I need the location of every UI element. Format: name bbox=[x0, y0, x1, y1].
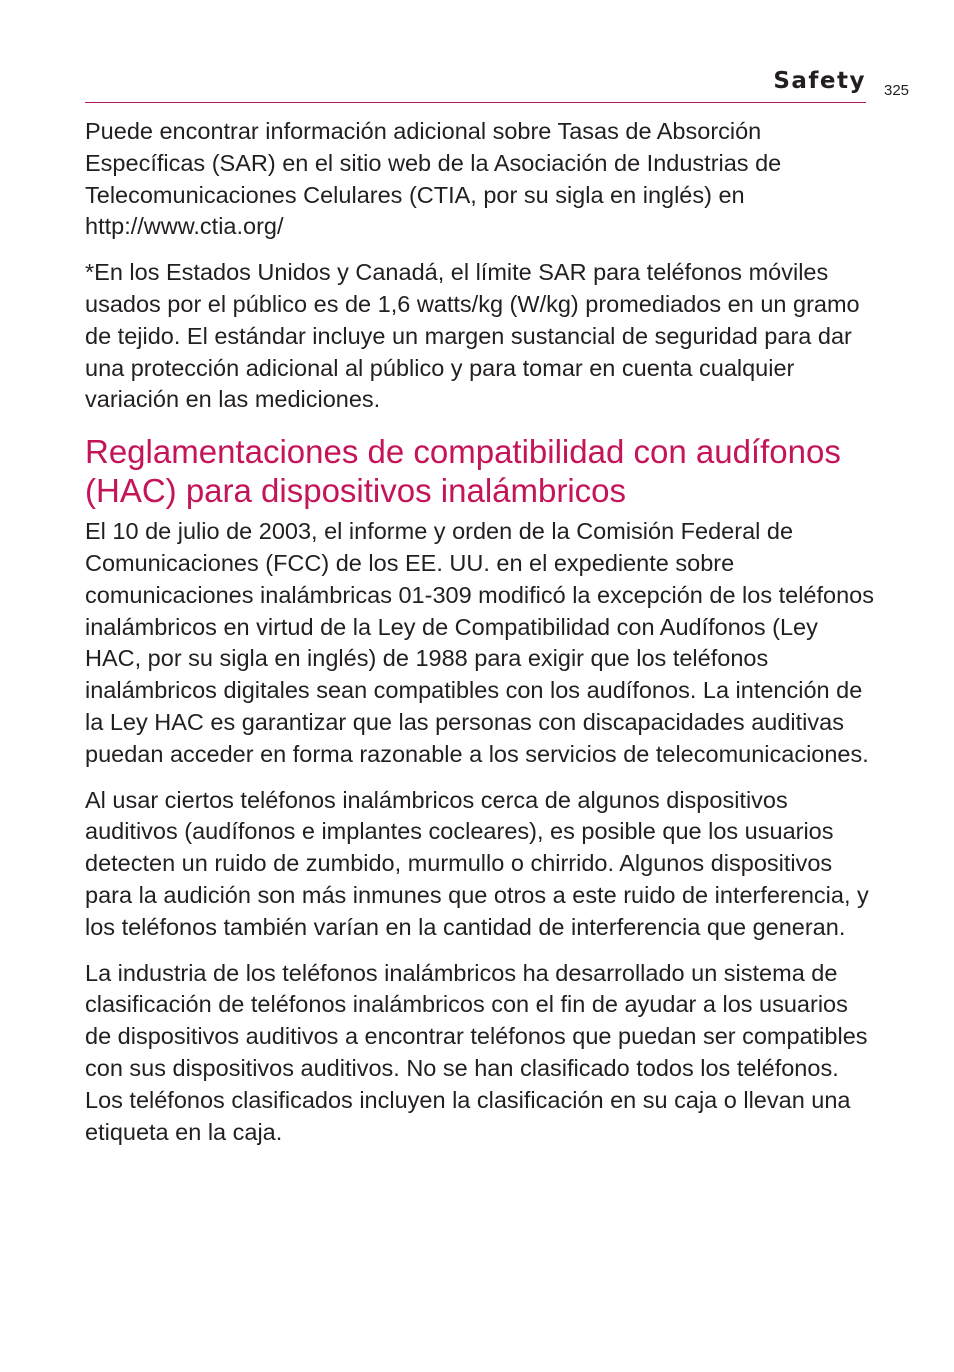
page-number: 325 bbox=[884, 82, 910, 99]
intro-paragraph-sar-info: Puede encontrar información adicional sobre Tasas de Absorción Específicas (SAR) en el sitio web de la Asociación de Industrias de Telecomunicaciones Celulares (CTIA, por su sigla en inglés) en http://www.ctia.org/ bbox=[85, 118, 782, 240]
intro-paragraph-sar-limit: *En los Estados Unidos y Canadá, el límite SAR para teléfonos móviles usados por el público es de 1,6 watts/kg (W/kg) promediados en un gramo de tejido. El estándar incluye un margen sustancial de seguridad para dar una protección adicional al público y para tomar en cuenta cualquier variación en las mediciones. bbox=[85, 259, 860, 413]
section-title: Safety bbox=[773, 68, 866, 94]
section-paragraph-fcc: El 10 de julio de 2003, el informe y orden de la Comisión Federal de Comunicaciones (FCC) de los EE. UU. en el expediente sobre comunicaciones inalámbricas 01-309 modificó la excepción de los teléfonos inalámbricos en virtud de la Ley de Compatibilidad con Audífonos (Ley HAC, por su sigla en inglés) de 1988 para exigir que los teléfonos inalámbricos digitales sean compatibles con los audífonos. La intención de la Ley HAC es garantizar que las personas con discapacidades auditivas puedan acceder en forma razonable a los servicios de telecomunicaciones. bbox=[85, 518, 874, 767]
section-heading: Reglamentaciones de compatibilidad con audífonos (HAC) para dispositivos inalámbricos bbox=[85, 433, 841, 510]
section-paragraph-rating-system: La industria de los teléfonos inalámbricos ha desarrollado un sistema de clasificación de teléfonos inalámbricos con el fin de ayudar a los usuarios de dispositivos auditivos a encontrar teléfonos que puedan ser compatibles con sus dispositivos auditivos. No se han clasificado todos los teléfonos. Los teléfonos clasificados incluyen la clasificación en su caja o llevan una etiqueta en la caja. bbox=[85, 959, 868, 1145]
section-paragraph-interference: Al usar ciertos teléfonos inalámbricos cerca de algunos dispositivos auditivos (audífonos e implantes cocleares), es posible que los usuarios detecten un ruido de zumbido, murmullo o chirrido. Algunos dispositivos para la audición son más inmunes que otros a este ruido de interferencia, y los teléfonos también varían en la cantidad de interferencia que generan. bbox=[85, 786, 869, 940]
page-body bbox=[85, 116, 875, 1162]
running-header bbox=[85, 68, 866, 103]
